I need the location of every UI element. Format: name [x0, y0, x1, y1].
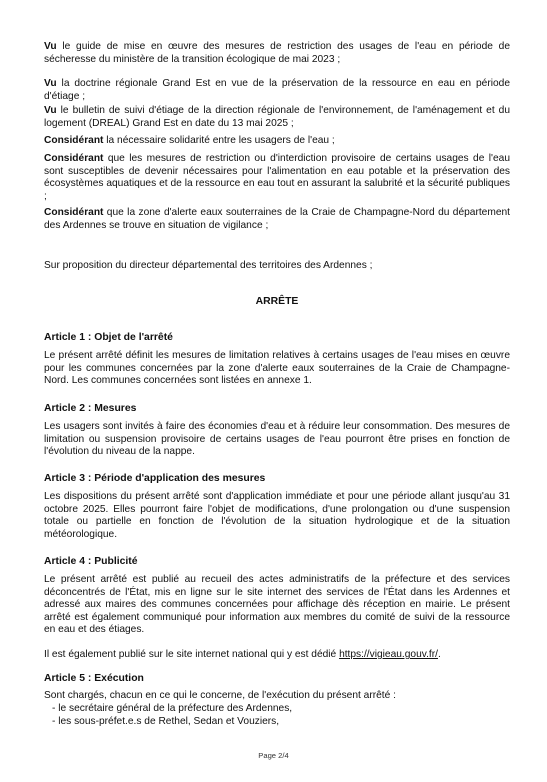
- consideration-3: Vu le bulletin de suivi d'étiage de la direction régionale de l'environnement, de l'aménagement et du logement (DREAL) Grand Est en date du 13 mai 2025 ;: [44, 105, 510, 129]
- article-4-extra: Il est également publié sur le site internet national qui y est dédié https://vigieau.gouv.fr/.: [44, 649, 441, 660]
- page-number: Page 2/4: [258, 751, 289, 760]
- consideration-1: Vu le guide de mise en œuvre des mesures de restriction des usages de l'eau en période de sécheresse du ministère de la transition écologique de mai 2023 ;: [44, 41, 510, 65]
- decree-title: ARRÊTE: [255, 296, 299, 307]
- article-5-list: [52, 703, 512, 728]
- article-5-heading: Article 5 : Exécution: [44, 673, 144, 684]
- article-1-heading: Article 1 : Objet de l'arrêté: [44, 332, 173, 343]
- consideration-2: Vu la doctrine régionale Grand Est en vue de la préservation de la ressource en eau en période d'étiage ;: [44, 78, 510, 102]
- consideration-6: Considérant que la zone d'alerte eaux souterraines de la Craie de Champagne-Nord du département des Ardennes se trouve en situation de vigilance ;: [44, 207, 510, 231]
- article-2-heading: Article 2 : Mesures: [44, 403, 137, 414]
- article-2-text: Les usagers sont invités à faire des économies d'eau et à réduire leur consommation. Des mesures de limitation ou suspension provisoire de certains usages de l'eau pourront être prises en fonction de l'évolution du niveau de la nappe.: [44, 421, 510, 458]
- consideration-4: Considérant la nécessaire solidarité entre les usagers de l'eau ;: [44, 135, 335, 146]
- article-1-text: Le présent arrêté définit les mesures de limitation relatives à certains usages de l'eau mises en œuvre pour les communes concernées par la zone d'alerte eaux souterraines de la Craie de Champagne-Nord. Les communes concernées sont listées en annexe 1.: [44, 350, 510, 387]
- article-3-text: Les dispositions du présent arrêté sont d'application immédiate et pour une période allant jusqu'au 31 octobre 2025. Elles pourront faire l'objet de modifications, d'une prolongation ou d'une suspension totale ou partielle en fonction de l'évolution de la situation hydrologique et de la situation météorologique.: [44, 491, 510, 540]
- article-5-text: Sont chargés, chacun en ce qui le concerne, de l'exécution du présent arrêté :: [44, 690, 396, 701]
- vigieau-link[interactable]: https://vigieau.gouv.fr/: [339, 649, 438, 660]
- list-item: - les sous-préfet.e.s de Rethel, Sedan et Vouziers,: [52, 715, 280, 727]
- proposal-line: Sur proposition du directeur départemental des territoires des Ardennes ;: [44, 260, 373, 271]
- article-4-text: Le présent arrêté est publié au recueil des actes administratifs de la préfecture et des services déconcentrés de l'État, mis en ligne sur le site internet des services de l'État dans les Ardennes et adressé aux maires des communes concernées pour affichage dès réception en mairie. Le présent arrêté est également communiqué pour information aux membres du comité de suivi de la ressource en eau et des étiages.: [44, 574, 510, 636]
- consideration-5: Considérant que les mesures de restriction ou d'interdiction provisoire de certains usages de l'eau sont susceptibles de devenir nécessaires pour l'alimentation en eau potable et la préservation des écosystèmes aquatiques et de la ressource en eau tout en assurant la salubrité et la sécurité publiques ;: [44, 153, 510, 202]
- article-3-heading: Article 3 : Période d'application des mesures: [44, 473, 266, 484]
- list-item: - le secrétaire général de la préfecture des Ardennes,: [52, 703, 293, 714]
- article-4-heading: Article 4 : Publicité: [44, 556, 138, 567]
